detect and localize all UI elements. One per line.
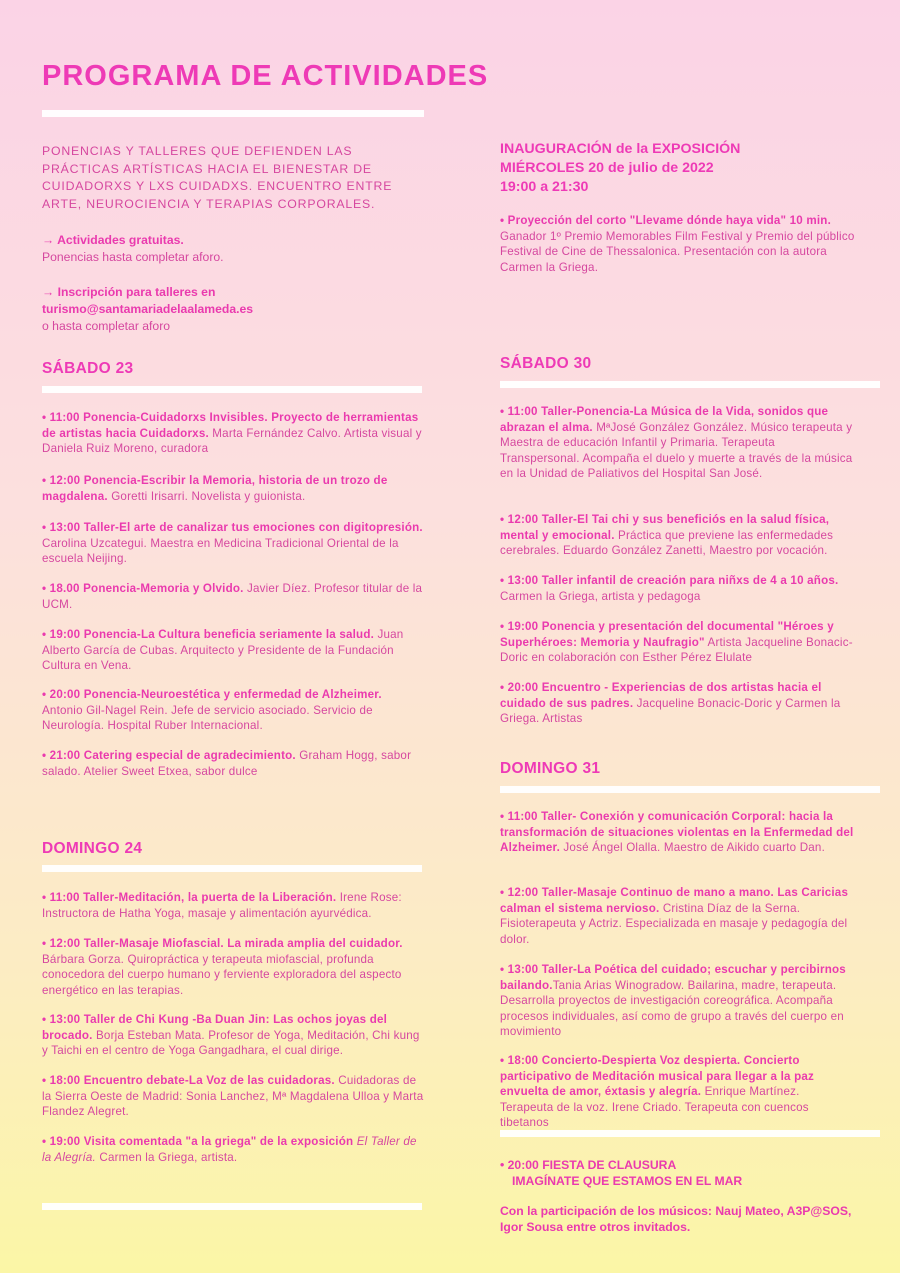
- schedule-item: [500, 573, 855, 604]
- schedule-item-text: Juan Alberto García de Cubas. Arquitecto y Presidente de la Fundación Cultura en Vena.: [42, 628, 404, 673]
- free-activities-text: Ponencias hasta completar aforo.: [42, 250, 224, 264]
- inauguration-heading: [500, 140, 860, 197]
- schedule-item-title: • 18.00 Ponencia-Memoria y Olvido.: [42, 582, 244, 595]
- schedule-item-text: Carmen la Griega, artista y pedagoga: [500, 589, 701, 603]
- closing-party: [500, 1158, 860, 1189]
- schedule-item-title: • 19:00 Visita comentada "a la griega" de la exposición: [42, 1135, 354, 1148]
- schedule-item: [42, 520, 424, 567]
- free-activities-title: → Actividades gratuitas.: [42, 233, 184, 247]
- schedule-item: [500, 680, 855, 727]
- divider-domingo-31: [500, 786, 880, 793]
- schedule-item-text: Javier Díez. Profesor titular de la UCM.: [42, 582, 423, 611]
- schedule-item-title: • 12:00 Ponencia-Escribir la Memoria, historia de un trozo de magdalena.: [42, 474, 388, 503]
- inauguration-line-1: INAUGURACIÓN de la EXPOSICIÓN: [500, 141, 741, 157]
- schedule-item: [42, 936, 424, 998]
- schedule-item-text: José Ángel Olalla. Maestro de Aikido cuarto Dan.: [560, 841, 825, 855]
- registration-info: [42, 284, 422, 335]
- schedule-item-text: Artista Jacqueline Bonacic-Doric en colaboración con Esther Pérez Elulate: [500, 635, 853, 665]
- inauguration-item-text: Ganador 1º Premio Memorables Film Festival y Premio del público Festival de Cine de Thessalonica. Presentación con la autora Carmen la Griega.: [500, 229, 855, 274]
- schedule-item-text: MªJosé González González. Músico terapeuta y Maestra de educación Infantil y Primaria. Terapeuta Transpersonal. Acompaña el duelo y muerte a través de la música en la Unidad de Paliativos del Hospital San José.: [500, 420, 853, 481]
- schedule-item-title: • 13:00 Taller de Chi Kung -Ba Duan Jin: Las ochos joyas del brocado.: [42, 1013, 388, 1042]
- schedule-item-text: Carolina Uzcategui. Maestra en Medicina Tradicional Oriental de la escuela Neijing.: [42, 536, 399, 566]
- schedule-item-text: Carmen la Griega, artista.: [95, 1150, 238, 1164]
- inauguration-time: 19:00 a 21:30: [500, 179, 589, 195]
- schedule-item-title: • 11:00 Ponencia-Cuidadorxs Invisibles. Proyecto de herramientas de artistas hacia Cuidadorxs.: [42, 411, 419, 440]
- free-activities: [42, 232, 422, 266]
- schedule-item: [42, 627, 424, 674]
- schedule-item-text: Cristina Díaz de la Serna. Fisioterapeuta y Actriz. Especializada en masaje y pedagogía del dolor.: [500, 901, 848, 946]
- schedule-item-text: Cuidadoras de la Sierra Oeste de Madrid: Sonia Lanchez, Mª Magdalena Ulloa y Marta Flandez Alegret.: [42, 1074, 424, 1119]
- schedule-item-title: • 13:00 Taller-El arte de canalizar tus emociones con digitopresión.: [42, 521, 423, 534]
- schedule-item: [500, 885, 855, 947]
- schedule-item-title: • 19:00 Ponencia-La Cultura beneficia seriamente la salud.: [42, 628, 375, 641]
- closing-participation: Con la participación de los músicos: Nauj Mateo, A3P@SOS, Igor Sousa entre otros invitados.: [500, 1204, 852, 1234]
- page-title: PROGRAMA DE ACTIVIDADES: [42, 60, 489, 92]
- inauguration-date: MIÉRCOLES 20 de julio de 2022: [500, 160, 714, 176]
- registration-text: o hasta completar aforo: [42, 319, 171, 333]
- schedule-item-title: • 11:00 Taller-Meditación, la puerta de la Liberación.: [42, 891, 337, 904]
- schedule-item-title: • 13:00 Taller-La Poética del cuidado; escuchar y percibirnos bailando.: [500, 963, 846, 992]
- schedule-item: [500, 809, 855, 856]
- schedule-item: [500, 512, 855, 559]
- registration-email[interactable]: turismo@santamariadelaalameda.es: [42, 302, 254, 316]
- intro-text: PONENCIAS Y TALLERES QUE DEFIENDEN LAS PRÁCTICAS ARTÍSTICAS HACIA EL BIENESTAR DE CUIDADORXS Y LXS CUIDADXS. ENCUENTRO ENTRE ARTE, NEUROCIENCIA Y TERAPIAS CORPORALES.: [42, 144, 393, 211]
- schedule-item: [42, 748, 424, 779]
- schedule-item-text: Graham Hogg, sabor salado. Atelier Sweet Etxea, sabor dulce: [42, 749, 412, 778]
- schedule-item: [42, 581, 424, 612]
- divider-sabado-23: [42, 386, 422, 393]
- schedule-item: [500, 619, 855, 666]
- closing-party-title: • 20:00 FIESTA DE CLAUSURA: [500, 1158, 677, 1172]
- schedule-item-title: • 20:00 Ponencia-Neuroestética y enfermedad de Alzheimer.: [42, 688, 382, 701]
- heading-domingo-31: DOMINGO 31: [500, 760, 601, 777]
- schedule-item: [42, 1134, 424, 1165]
- schedule-item-title: • 12:00 Taller-Masaje Continuo de mano a mano. Las Caricias calman el sistema nervioso.: [500, 886, 849, 915]
- schedule-item-text: Borja Esteban Mata. Profesor de Yoga, Meditación, Chi kung y Taichi en el centro de Yoga Gangadhara, el cual dirige.: [42, 1028, 420, 1058]
- heading-domingo-24: DOMINGO 24: [42, 840, 143, 857]
- closing-party-subtitle: IMAGÍNATE QUE ESTAMOS EN EL MAR: [512, 1173, 743, 1188]
- schedule-item: [42, 687, 424, 734]
- schedule-item-text: Práctica que previene las enfermedades cerebrales. Eduardo González Zanetti, Maestro por vocación.: [500, 528, 834, 558]
- schedule-item: [42, 1073, 424, 1120]
- heading-sabado-30: SÁBADO 30: [500, 355, 592, 372]
- schedule-item-title: • 18:00 Concierto-Despierta Voz despierta. Concierto participativo de Meditación musical para llegar a la paz envuelta de amor, éxtasis y alegría.: [500, 1054, 815, 1099]
- divider-domingo-24: [42, 865, 422, 872]
- schedule-item-title: • 18:00 Encuentro debate-La Voz de las cuidadoras.: [42, 1074, 335, 1087]
- schedule-item-title: • 19:00 Ponencia y presentación del documental "Héroes y Superhéroes: Memoria y Naufragio": [500, 620, 834, 649]
- schedule-item-text: Enrique Martínez. Terapeuta de la voz. Irene Criado. Terapeuta con cuencos tibetanos: [500, 1085, 809, 1130]
- title-divider: [42, 110, 424, 117]
- schedule-item: [500, 404, 855, 482]
- schedule-item: [42, 410, 424, 457]
- registration-title: → Inscripción para talleres en: [42, 285, 216, 299]
- schedule-item-text: Bárbara Gorza. Quiropráctica y terapeuta miofascial, profunda conocedora del cuerpo humano y ferviente exploradora del aspecto energético en las terapias.: [42, 952, 402, 997]
- schedule-item-title: • 12:00 Taller-Masaje Miofascial. La mirada amplia del cuidador.: [42, 937, 403, 950]
- schedule-item-text: Antonio Gil-Nagel Rein. Jefe de servicio asociado. Servicio de Neurología. Hospital Ruber Internacional.: [42, 703, 373, 733]
- schedule-item: [42, 890, 424, 921]
- schedule-item-title: • 11:00 Taller-Ponencia-La Música de la Vida, sonidos que abrazan el alma.: [500, 405, 829, 434]
- divider-sabado-30: [500, 381, 880, 388]
- schedule-item-text: Jacqueline Bonacic-Doric y Carmen la Griega. Artistas: [500, 696, 841, 726]
- schedule-item: [42, 473, 424, 504]
- schedule-item-title: • 12:00 Taller-El Tai chi y sus beneficiós en la salud física, mental y emocional.: [500, 513, 830, 542]
- schedule-item-title: • 20:00 Encuentro - Experiencias de dos artistas hacia el cuidado de sus padres.: [500, 681, 822, 710]
- schedule-item-text: Irene Rose: Instructora de Hatha Yoga, masaje y alimentación ayurvédica.: [42, 891, 402, 920]
- bottom-divider-left: [42, 1203, 422, 1210]
- schedule-item-text: Marta Fernández Calvo. Artista visual y Daniela Ruiz Moreno, curadora: [42, 426, 422, 456]
- schedule-item-title: • 13:00 Taller infantil de creación para niñxs de 4 a 10 años.: [500, 574, 839, 587]
- inauguration-item: [500, 213, 855, 275]
- heading-sabado-23: SÁBADO 23: [42, 360, 134, 377]
- divider-closing: [500, 1130, 880, 1137]
- schedule-item-text: Goretti Irisarri. Novelista y guionista.: [107, 489, 306, 503]
- schedule-item-text: Tania Arias Winogradow. Bailarina, madre, terapeuta. Desarrolla proyectos de investigación coreográfica. Acompaña procesos individuales, así como de grupo a través del cuerpo en movimiento: [500, 978, 844, 1039]
- schedule-item: [42, 1012, 424, 1059]
- inauguration-item-title: • Proyección del corto "Llevame dónde haya vida" 10 min.: [500, 214, 832, 227]
- schedule-item-title: • 11:00 Taller- Conexión y comunicación Corporal: hacia la transformación de situaciones violentas en la Enfermedad del Alzheimer.: [500, 810, 854, 855]
- schedule-item: [500, 1053, 855, 1131]
- schedule-item-exhibition: El Taller de la Alegría.: [42, 1135, 417, 1164]
- schedule-item: [500, 962, 855, 1040]
- schedule-item-title: • 21:00 Catering especial de agradecimiento.: [42, 749, 296, 762]
